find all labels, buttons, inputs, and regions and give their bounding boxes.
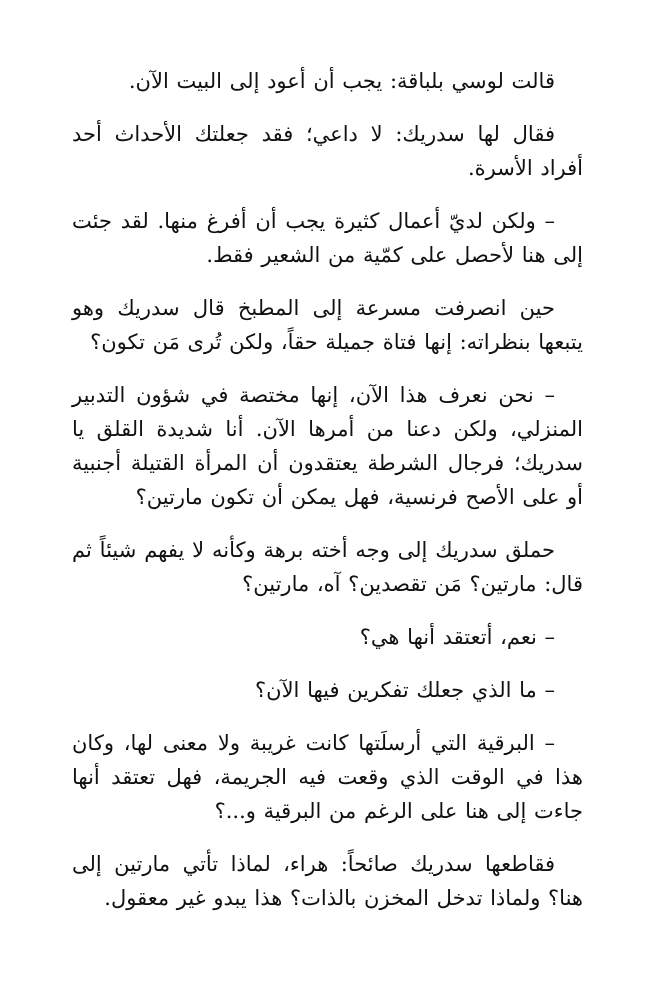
paragraph-8: – ما الذي جعلك تفكرين فيها الآن؟: [255, 678, 555, 702]
paragraph-2: فقال لها سدريك: لا داعي؛ فقد جعلتك الأحداث أحد أفراد الأسرة.: [72, 122, 583, 180]
paragraph-3: – ولكن لديّ أعمال كثيرة يجب أن أفرغ منها. لقد جئت إلى هنا لأحصل على كمّية من الشعير فقط.: [72, 209, 583, 267]
paragraph-4: حين انصرفت مسرعة إلى المطبخ قال سدريك وهو يتبعها بنظراته: إنها فتاة جميلة حقاً، ولكن تُرى مَن تكون؟: [72, 296, 583, 354]
paragraph-10: فقاطعها سدريك صائحاً: هراء، لماذا تأتي مارتين إلى هنا؟ ولماذا تدخل المخزن بالذات؟ هذا يبدو غير معقول.: [72, 852, 583, 910]
paragraph-9: – البرقية التي أرسلَتها كانت غريبة ولا معنى لها، وكان هذا في الوقت الذي وقعت فيه الجريمة، فهل تعتقد أنها جاءت إلى هنا على الرغم من البرقية و...؟: [72, 731, 583, 823]
paragraph-7: – نعم، أتعتقد أنها هي؟: [359, 625, 555, 649]
paragraph-5: – نحن نعرف هذا الآن، إنها مختصة في شؤون التدبير المنزلي، ولكن دعنا من أمرها الآن. أنا شديدة القلق يا سدريك؛ فرجال الشرطة يعتقدون أن المرأة القتيلة أجنبية أو على الأصح فرنسية، فهل يمكن أن تكون مارتين؟: [72, 383, 583, 509]
paragraph-1: قالت لوسي بلباقة: يجب أن أعود إلى البيت الآن.: [128, 69, 555, 93]
paragraph-6: حملق سدريك إلى وجه أخته برهة وكأنه لا يفهم شيئاً ثم قال: مارتين؟ مَن تقصدين؟ آه، مارتين؟: [72, 538, 583, 596]
